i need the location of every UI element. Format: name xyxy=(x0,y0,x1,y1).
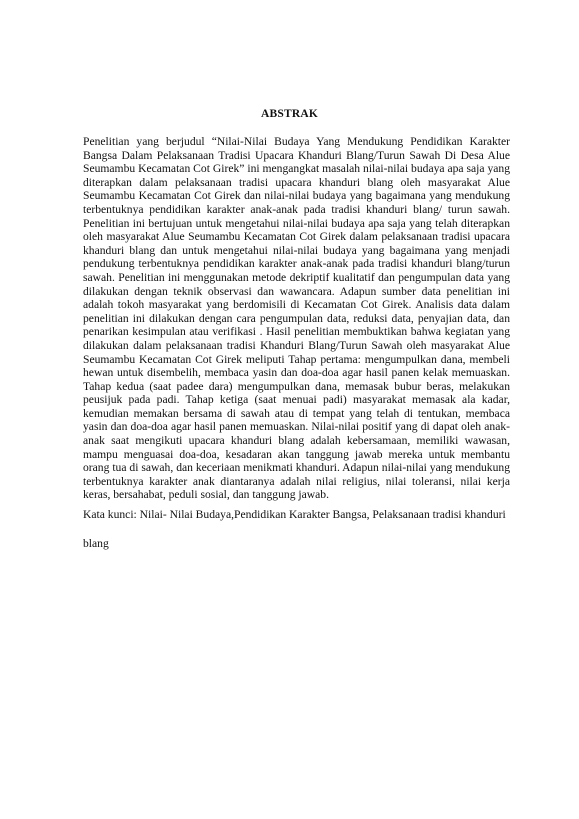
abstract-heading: ABSTRAK xyxy=(261,108,318,120)
abstract-paragraph: Penelitian yang berjudul “Nilai-Nilai Budaya Yang Mendukung Pendidikan Karakter Bangsa Dalam Pelaksanaan Tradisi Upacara Khanduri Blang/Turun Sawah Di Desa Alue Seumambu Kecamatan Cot Girek” ini mengangkat masalah nilai-nilai budaya apa saja yang diterapkan dalam pelaksanaan tradisi upacara khanduri blang oleh masyarakat Alue Seumambu Kecamatan Cot Girek dan nilai-nilai budaya yang bagaimana yang mendukung terbentuknya pendidikan karakter anak-anak pada tradisi khanduri blang/ turun sawah. Penelitian ini bertujuan untuk mengetahui nilai-nilai budaya apa saja yang telah diterapkan oleh masyarakat Alue Seumambu Kecamatan Cot Girek dalam pelaksanaan tradisi upacara khanduri blang dan untuk mengetahui nilai-nilai budaya yang bagaimana yang menjadi pendukung terbentuknya pendidikan karakter anak-anak pada tradisi khanduri blang/turun sawah. Penelitian ini menggunakan metode dekriptif kualitatif dan pengumpulan data yang dilakukan dengan teknik observasi dan wawancara. Adapun sumber data penelitian ini adalah tokoh masyarakat yang berdomisili di Kecamatan Cot Girek. Analisis data dalam penelitian ini dilakukan dengan cara pengumpulan data, reduksi data, penyajian data, dan penarikan kesimpulan atau verifikasi . Hasil penelitian membuktikan bahwa kegiatan yang dilakukan dalam pelaksanaan tradisi Khanduri Blang/Turun Sawah oleh masyarakat Alue Seumambu Kecamatan Cot Girek meliputi Tahap pertama: mengumpulkan dana, membeli hewan untuk disembelih, membaca yasin dan doa-doa agar hasil panen kelak memuaskan. Tahap kedua (saat padee dara) mengumpulkan dana, memasak bubur beras, melakukan peusijuk pada padi. Tahap ketiga (saat menuai padi) masyarakat memasak ala kadar, kemudian memakan bersama di sawah atau di tempat yang telah di tentukan, membaca yasin dan doa-doa agar hasil panen memuaskan. Nilai-nilai positif yang di dapat oleh anak-anak saat mengikuti upacara khanduri blang adalah kebersamaan, memiliki wawasan, mampu menguasai doa-doa, kesadaran akan tanggung jawab mereka untuk membantu orang tua di sawah, dan keceriaan menikmati khanduri. Adapun nilai-nilai yang mendukung terbentuknya karakter anak diantaranya adalah nilai religius, nilai toleransi, nilai kerja keras, bersahabat, peduli sosial, dan tanggung jawab. xyxy=(83,135,510,502)
keywords-line: Kata kunci: Nilai- Nilai Budaya,Pendidikan Karakter Bangsa, Pelaksanaan tradisi khanduri xyxy=(83,508,506,521)
keywords-continuation: blang xyxy=(83,537,109,550)
